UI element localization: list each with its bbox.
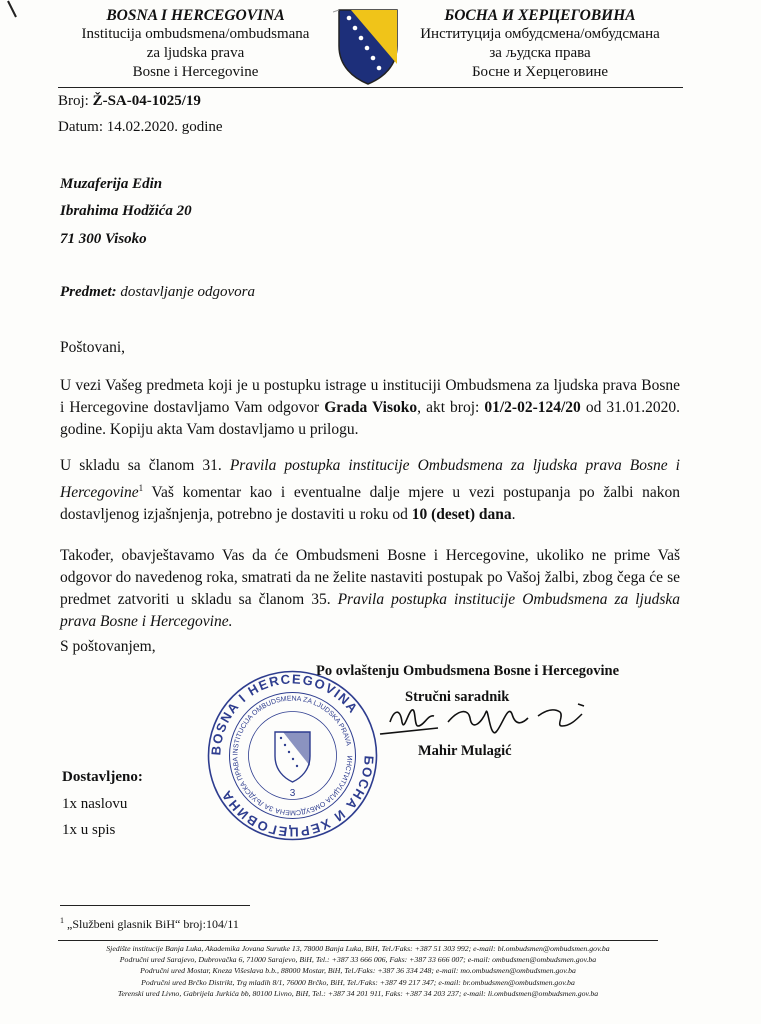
header-bih-cyrillic: Босне и Херцеговине (471, 64, 609, 80)
subject-line (60, 283, 255, 302)
p1-text-e: od 31.01.2020. godine. Kopiju akta Vam dostavljamo u prilogu. (60, 399, 681, 438)
footer-line: Područni ured Brčko Distrikt, Trg mladih 8/1, 76000 Brčko, BiH, Tel./Faks: +387 49 217 347; e-mail: br.ombudsmen@ombudsmen.gov.ba (141, 977, 575, 987)
header-bih-latin: Bosne i Hercegovine (132, 64, 259, 80)
svg-text:БОСНА И ХЕРЦЕГОВИНА (218, 755, 377, 839)
p1-text-a: U vezi Vašeg predmeta koji je u postupku istrage u instituciji Ombudsmena za ljudska prava Bosne i Hercegovine dostavljamo Vam odgovor (60, 377, 680, 416)
header-divider (58, 87, 683, 88)
case-number-value: Ž-SA-04-1025/19 (92, 93, 201, 109)
footnote-divider (60, 905, 250, 906)
bih-coat-of-arms-icon (333, 6, 403, 86)
official-stamp (205, 668, 380, 843)
svg-text:INSTITUCIJA OMBUDSMENA ZA LJUD (232, 695, 351, 755)
footer-line: Područni ured Sarajevo, Dubrovačka 6, 71000 Sarajevo, BiH, Tel.: +387 33 666 006, Faks: +387 33 666 007; e-mail: ombudsmen@ombudsmen.gov.ba (119, 955, 597, 965)
distribution-item: 1x u spis (62, 822, 116, 838)
corner-pen-mark (2, 0, 22, 20)
p2-rules-title: Pravila postupka institucije Ombudsmena za ljudska prava Bosne i Hercegovine (60, 457, 680, 502)
header-rights-cyrillic: за људска права (489, 45, 591, 61)
distribution-item: 1x naslovu (62, 796, 128, 812)
p2-text-a: U skladu sa članom 31. (60, 457, 230, 474)
recipient-name: Muzaferija Edin (60, 176, 163, 192)
stamp-inner-cyrillic: ИНСТИТУЦИЈА ОМБУДСМЕНА ЗА ЉУДСКА ПРАВА (232, 755, 353, 816)
header-cyrillic (405, 6, 675, 82)
case-number (58, 92, 201, 111)
footer-divider (58, 940, 658, 941)
stamp-inner-latin: INSTITUCIJA OMBUDSMENA ZA LJUDSKA PRAVA (232, 695, 352, 756)
recipient-city: 71 300 Visoko (60, 231, 147, 247)
p1-respondent: Grada Visoko (324, 399, 418, 416)
footer-line: Terenski ured Livno, Gabrijela Jurkića bb, 80100 Livno, BiH, Tel.: +387 34 201 911, Faks: +387 34 203 237; e-mail: li.ombudsmen@ombudsmen.gov.ba (117, 988, 599, 998)
header-country-cyrillic: БОСНА И ХЕРЦЕГОВИНА (444, 7, 636, 24)
stamp-outer-cyrillic: БОСНА И ХЕРЦЕГОВИНА (218, 755, 377, 840)
p3-rules-title: Pravila postupka institucije Ombudsmena za ljudska prava Bosne i Hercegovine. (60, 591, 681, 630)
p3-text-a: Također, obavještavamo Vas da će Ombudsmeni Bosne i Hercegovine, ukoliko ne prime Vaš odgovor do navedenog roka, smatrati da ne želite nastaviti postupak po Vašoj žalbi, zbog čega će se predmet zatvoriti u skladu sa članom 35. (60, 547, 680, 608)
p2-footnote-ref: 1 (138, 483, 144, 493)
subject-text: dostavljanje odgovora (116, 284, 255, 300)
footer-line: Područni ured Mostar, Kneza Višeslava b.b., 88000 Mostar, BiH, Tel./Faks: +387 36 334 248; e-mail: mo.ombudsmen@ombudsmen.gov.ba (140, 966, 576, 976)
handwritten-signature (378, 692, 608, 747)
header-institution-latin: Institucija ombudsmena/ombudsmana (81, 26, 310, 42)
p2-deadline: 10 (deset) dana (411, 506, 512, 524)
stamp-crest-icon (275, 732, 310, 782)
p2-text-c: Vaš komentar kao i eventualne dalje mjere u vezi postupanja po žalbi nakon dostavljenog izjašnjenja, potrebno je dostaviti u roku od (60, 484, 680, 524)
signature-role: Stručni saradnik (405, 689, 510, 705)
p2-text-e: . (511, 506, 516, 524)
header-latin (58, 6, 333, 82)
salutation: Poštovani, (60, 339, 126, 356)
p1-text-c: , akt broj: (417, 399, 485, 416)
p1-act-number: 01/2-02-124/20 (484, 399, 581, 416)
header-institution-cyrillic: Институција омбудсмена/омбудсмана (420, 26, 660, 42)
footnote (60, 916, 239, 932)
subject-label: Predmet: (60, 284, 117, 300)
stamp-number: 3 (289, 788, 296, 799)
recipient-street: Ibrahima Hodžića 20 (60, 203, 192, 219)
svg-text:ИНСТИТУЦИЈА ОМБУДСМЕНА ЗА ЉУДС (232, 755, 352, 815)
stamp-outer-latin: BOSNA I HERCEGOVINA (208, 671, 362, 756)
footnote-mark: 1 (60, 916, 64, 925)
footnote-text: „Službeni glasnik BiH“ broj:104/11 (67, 917, 239, 931)
footer-line: Sjedište institucije Banja Luka, Akademika Jovana Surutke 13, 78000 Banja Luka, BiH, Tel./Faks: +387 51 303 992; e-mail: bl.ombudsmen@ombudsmen.gov.ba (106, 944, 610, 953)
svg-text:BOSNA I HERCEGOVINA (208, 671, 361, 755)
case-number-label: Broj: (58, 93, 89, 109)
paragraph-deadline (60, 455, 680, 526)
paragraph-closure (60, 545, 680, 633)
header-country-latin: BOSNA I HERCEGOVINA (106, 7, 285, 24)
signature-authority: Po ovlaštenju Ombudsmena Bosne i Hercegovine (316, 663, 620, 679)
distribution-label: Dostavljeno: (62, 769, 143, 785)
signature-name: Mahir Mulagić (418, 743, 512, 759)
header-rights-latin: za ljudska prava (146, 45, 245, 61)
paragraph-response (60, 375, 680, 441)
closing: S poštovanjem, (60, 638, 156, 655)
footer-addresses (58, 943, 658, 999)
document-date: Datum: 14.02.2020. godine (58, 119, 223, 135)
